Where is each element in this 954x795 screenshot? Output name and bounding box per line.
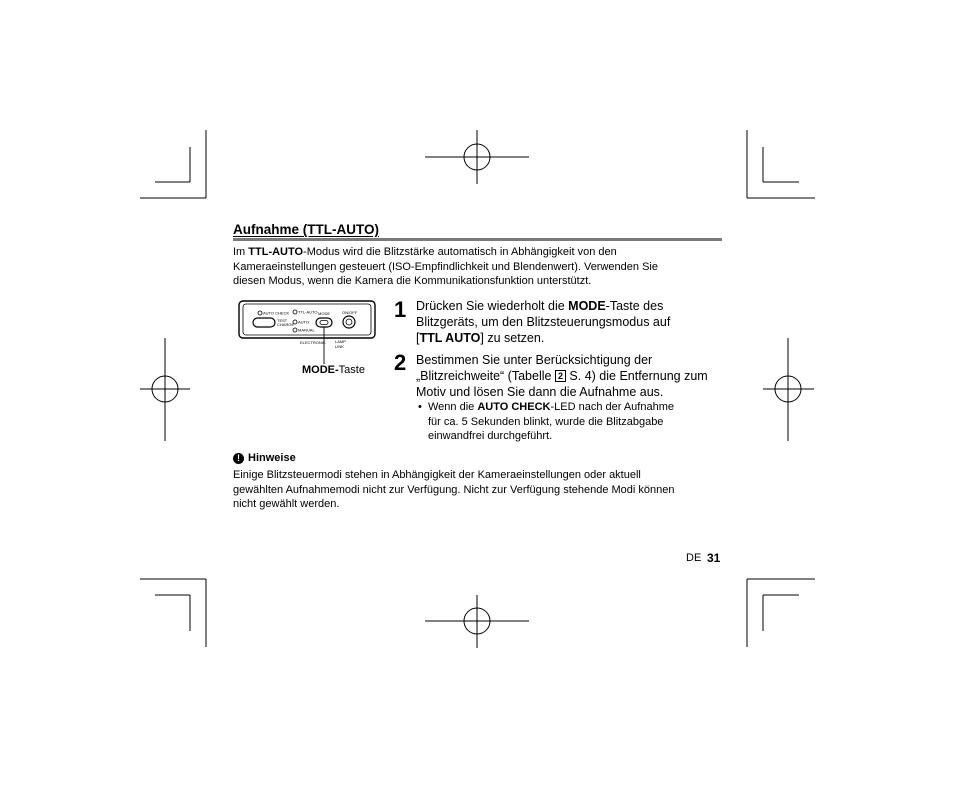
step-bold: MODE — [568, 299, 606, 313]
link-label: LINK — [335, 344, 344, 349]
mode-button-caption — [302, 364, 365, 376]
notes-title: Hinweise — [248, 452, 296, 464]
mode-label: MODE — [318, 311, 330, 316]
manual-label: MANUAL — [298, 327, 315, 333]
bullet-dot: • — [418, 401, 422, 413]
step-line: Blitzgeräts, um den Blitzsteuerungsmodus auf — [416, 315, 671, 329]
notes-line: nicht gewählt werden. — [233, 498, 340, 510]
auto-label: AUTO — [298, 319, 310, 325]
intro-text: -Modus wird die Blitzstärke automatisch in Abhängigkeit von den — [303, 246, 617, 258]
mode-caption-text: Taste — [338, 364, 365, 376]
step-number: 1 — [394, 297, 407, 322]
step-bold: TTL AUTO — [419, 331, 481, 345]
electronic-label: ELECTRONIC — [300, 340, 326, 345]
title-rule — [233, 238, 722, 241]
step-number: 2 — [394, 350, 407, 375]
intro-line: Kameraeinstellungen gesteuert (ISO-Empfindlichkeit und Blendenwert). Verwenden Sie — [233, 260, 658, 273]
notes-line: Einige Blitzsteuermodi stehen in Abhängigkeit der Kameraeinstellungen oder aktuell — [233, 469, 641, 481]
page-number: 31 — [707, 551, 721, 565]
test-label: TEST — [277, 318, 288, 323]
bullet-text: Wenn die — [428, 401, 478, 413]
bullet-bold: AUTO CHECK — [477, 401, 551, 413]
language-code: DE — [686, 552, 702, 564]
section-title: Aufnahme (TTL-AUTO) — [233, 222, 379, 237]
intro-mode-bold: TTL-AUTO — [248, 246, 304, 258]
on-off-label: ON/OFF — [342, 310, 358, 315]
exclamation-icon: ! — [233, 453, 244, 464]
step-line: Bestimmen Sie unter Berücksichtigung der — [416, 353, 653, 367]
step-line: Motiv und lösen Sie dann die Aufnahme aus. — [416, 385, 664, 399]
notes-line: gewählten Aufnahmemodi nicht zur Verfügung. Nicht zur Verfügung stehende Modi können — [233, 483, 675, 496]
step-1-text — [416, 298, 736, 346]
intro-line: diesen Modus, wenn die Kamera die Kommunikationsfunktion unterstützt. — [233, 275, 592, 287]
intro-text: Im — [233, 246, 249, 258]
table-ref-box: 2 — [555, 370, 566, 382]
mode-caption-bold: MODE- — [302, 364, 339, 376]
charge-label: CHARGE — [277, 322, 295, 327]
notes-body — [233, 468, 733, 512]
step-2-text — [416, 352, 736, 400]
step-text: [ — [416, 331, 420, 345]
step-text: Drücken Sie wiederholt die — [416, 299, 569, 313]
step-text: „Blitzreichweite“ (Tabelle — [416, 369, 555, 383]
step-text: S. 4) die Entfernung zum — [565, 369, 708, 383]
bullet-text: -LED nach der Aufnahme — [550, 401, 674, 413]
notes-heading — [233, 452, 296, 464]
auto-check-label: AUTO CHECK — [263, 310, 290, 316]
step-text: -Taste des — [605, 299, 664, 313]
bullet-line: für ca. 5 Sekunden blinkt, wurde die Blitzabgabe — [428, 415, 664, 428]
step-2-bullet — [418, 400, 718, 444]
ttl-auto-label: TTL-AUTO — [298, 309, 318, 315]
lamp-label: LAMP — [335, 339, 346, 344]
intro-paragraph — [233, 245, 723, 289]
bullet-line: einwandfrei durchgeführt. — [428, 430, 553, 442]
step-text: ] zu setzen. — [480, 331, 545, 345]
